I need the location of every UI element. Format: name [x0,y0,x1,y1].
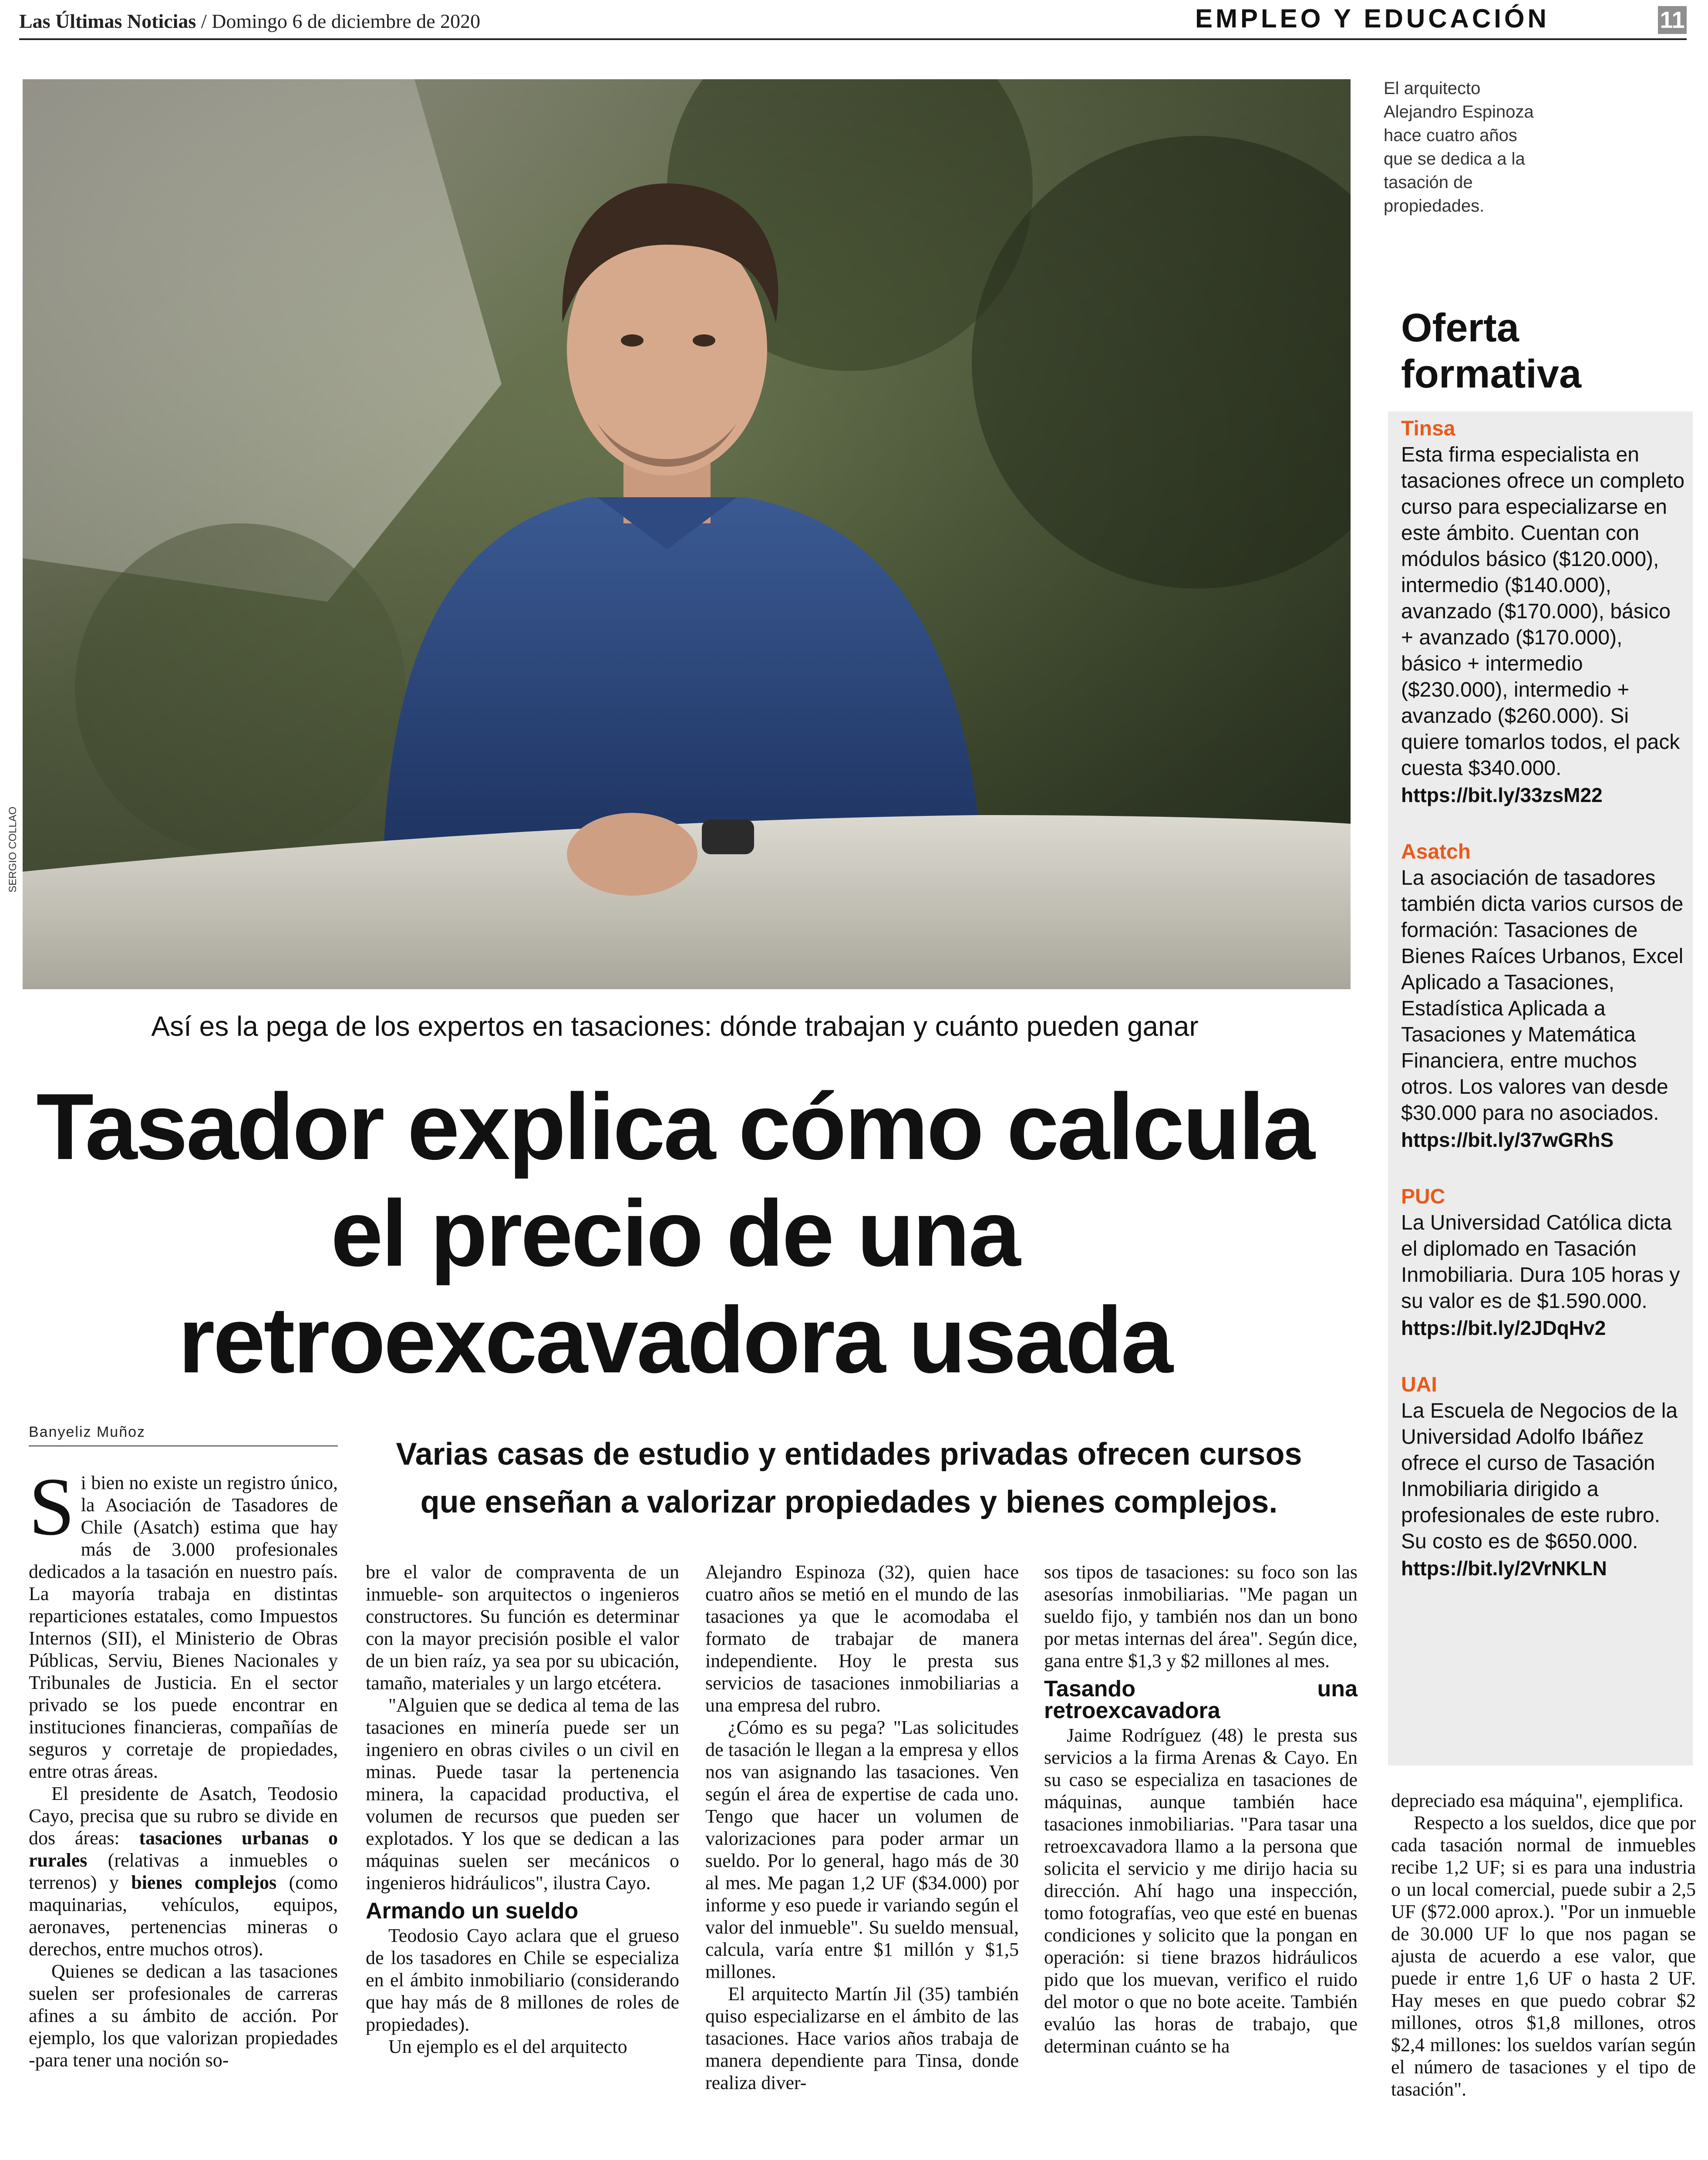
sidebar-item-text: La Universidad Católica dicta el diplomado en Tasación Inmobiliaria. Dura 105 horas y su valor es de $1.590.000. [1401,1211,1680,1313]
paragraph: depreciado esa máquina", ejemplifica. [1391,1790,1684,1811]
section-title: EMPLEO Y EDUCACIÓN [1195,4,1550,33]
paragraph-text: (como maquinarias, vehículos, equipos, aeronaves, pertenencias mineras o derechos, entre muchos otros). [29,1872,338,1960]
byline: Banyeliz Muñoz [29,1424,146,1440]
paragraph [29,1461,338,1783]
paragraph: Quienes se dedican a las tasaciones suelen ser profesionales de carreras afines a su ámbito de acción. Por ejemplo, los que valorizan propiedades -para tener una noción so- [29,1961,338,2071]
sidebar-item-puc [1401,1184,1688,1341]
headline-line-1: Tasador explica cómo calcula [36,1074,1314,1179]
article-column-4 [1044,1561,1358,2057]
sidebar-item-link[interactable]: https://bit.ly/37wGRhS [1401,1129,1614,1151]
sidebar-item-text: Esta firma especialista en tasaciones ofrece un completo curso para especializarse en este ámbito. Cuentan con módulos básico ($120.000), intermedio ($140.000), avanzado ($170.000), básico + avanzado ($170.000), básico + intermedio ($230.000), intermedio + avanzado ($260.000). Si quiere tomarlos todos, el pack cuesta $340.000. [1401,443,1685,780]
date-separator: / [201,10,212,32]
paragraph-text: El presidente de Asatch, Teodosio Cayo, precisa que su rubro se divide en dos áreas: [29,1783,338,1849]
deck-line-1: Varias casas de estudio y entidades privadas ofrecen cursos [396,1437,1302,1472]
bold-term: tasaciones urbanas o rurales [29,1827,338,1871]
drop-cap: S [29,1461,75,1553]
headline-line-2: el precio de una [330,1180,1019,1286]
article-column-2 [366,1561,679,2058]
kicker: Así es la pega de los expertos en tasaciones: dónde trabajan y cuánto pueden ganar [151,1011,1199,1042]
headline [0,1073,1350,1393]
bold-term: bienes complejos [131,1872,277,1893]
page-number: 11 [1658,6,1687,34]
sidebar-item-link[interactable]: https://bit.ly/33zsM22 [1401,784,1603,806]
paragraph: bre el valor de compraventa de un inmueble- son arquitectos o ingenieros constructores. Su función es determinar con la mayor precisión posible el valor de un bien raíz, ya sea por su ubicación, tamaño, materiales y un largo etcétera. [366,1561,679,1694]
article-column-3 [705,1561,1019,2094]
sidebar-item-text: La Escuela de Negocios de la Universidad Adolfo Ibáñez ofrece el curso de Tasación Inmobiliaria dirigido a profesionales de este rubro. Su costo es de $650.000. [1401,1399,1678,1553]
newspaper-name: Las Últimas Noticias [19,10,196,32]
paragraph: "Alguien que se dedica al tema de las tasaciones en minería puede ser un ingeniero en obras civiles o un civil en minas. Puede tasar la pertenencia minera, la capacidad productiva, el volumen de recursos que pueden ser explotados. Y los que se dedican a las máquinas suelen ser mecánicos o ingenieros hidráulicos", ilustra Cayo. [366,1695,679,1894]
deck-line-2: que enseñan a valorizar propiedades y bienes complejos. [420,1485,1278,1520]
paragraph: El arquitecto Martín Jil (35) también quiso especializarse en el ámbito de las tasaciones. Hace varios años trabaja de manera dependiente para Tinsa, donde realiza diver- [705,1983,1019,2093]
sidebar-item-tinsa [1401,416,1688,809]
subhead: Armando un sueldo [366,1898,579,1924]
sidebar-item-name: Tinsa [1401,417,1455,440]
sidebar-item-name: UAI [1401,1373,1437,1396]
sidebar-item-text: La asociación de tasadores también dicta varios cursos de formación: Tasaciones de Bienes Raíces Urbanos, Excel Aplicado a Tasaciones, Estadística Aplicada a Tasaciones y Matemática Financiera, entre muchos otros. Los valores van desde $30.000 para no asociados. [1401,866,1684,1125]
paragraph-text: i bien no existe un registro único, la Asociación de Tasadores de Chile (Asatch) estima que hay más de 3.000 profesionales dedicados a la tasación en nuestro país. La mayoría trabaja en distintas reparticiones estatales, como Impuestos Internos (SII), el Ministerio de Obras Públicas, Serviu, Bienes Nacionales y Tribunales de Justicia. En el sector privado se los puede encontrar en instituciones financieras, compañías de seguros y corretaje de propiedades, entre otras áreas. [29,1472,338,1782]
article-column-1 [29,1461,338,2071]
paragraph-text: (relativas a inmuebles o terrenos) y [29,1850,338,1893]
photo-caption: El arquitecto Alejandro Espinoza hace cuatro años que se dedica a la tasación de propiedades. [1384,79,1534,216]
masthead [19,10,480,33]
header-rule [19,38,1687,40]
paragraph: Jaime Rodríguez (48) le presta sus servicios a la firma Arenas & Cayo. En su caso se especializa en tasaciones de máquinas, aunque también hace tasaciones inmobiliarias. "Para tasar una retroexcavadora llamo a la persona que solicita el servicio y me dirijo hacia su dirección. Ahí hago una inspección, tomo fotografías, veo que esté en buenas condiciones y solicito que la pongan en operación: si tiene brazos hidráulicos pido que los muevan, verifico el ruido del motor o que no bote aceite. También evalúo las horas de trabajo, que determinan cuánto se ha [1044,1725,1358,2057]
portrait-photo [23,79,1351,989]
paragraph: Teodosio Cayo aclara que el grueso de los tasadores en Chile se especializa en el ámbito inmobiliario (considerando que hay más de 8 millones de roles de propiedades). [366,1925,679,2035]
headline-line-3: retroexcavadora usada [178,1287,1172,1392]
paragraph: Respecto a los sueldos, dice que por cada tasación normal de inmuebles recibe 1,2 UF; si es para una industria o un local comercial, puede subir a 2,5 UF ($72.000 aprox.). "Por un inmueble de 30.000 UF lo que nos pagan se ajusta de acuerdo a ese valor, que puede ir entre 1,6 UF o hasta 2 UF. Hay meses en que puedo cobrar $2 millones, otros $1,8 millones, otros $2,4 millones: los sueldos varían según el número de tasaciones y el tipo de tasación". [1391,1812,1696,2100]
sidebar-item-name: PUC [1401,1185,1445,1208]
portrait-illustration [23,79,1351,989]
article-column-5 [1391,1789,1696,2100]
paragraph: ¿Cómo es su pega? "Las solicitudes de tasación le llegan a la empresa y ellos nos van asignando las tasaciones. Ven según el área de expertise de cada uno. Tengo que hacer un volumen de valorizaciones para poder armar un sueldo. Por lo general, hago más de 30 al mes. Me pagan 1,2 UF ($34.000) por informe y eso puede ir variando según el valor del inmueble". Su sueldo mensual, calcula, varía entre $1 millón y $1,5 millones. [705,1717,1019,1982]
photo-credit: SERGIO COLLAO [7,806,19,893]
sidebar-item-asatch [1401,839,1688,1153]
paragraph: Un ejemplo es el del arquitecto [388,2036,627,2057]
paragraph [29,1783,338,1960]
sidebar-title: Oferta formativa [1401,306,1582,396]
paragraph: Alejandro Espinoza (32), quien hace cuatro años se metió en el mundo de las tasaciones ya que le acomodaba el formato de trabajar de manera independiente. Hoy le presta sus servicios de tasaciones inmobiliarias a una empresa del rubro. [705,1561,1019,1716]
publication-date: Domingo 6 de diciembre de 2020 [212,10,481,32]
deck [348,1430,1350,1526]
paragraph: sos tipos de tasaciones: su foco son las asesorías inmobiliarias. "Me pagan un sueldo fijo, y también nos dan un bono por metas internas del área". Según dice, gana entre $1,3 y $2 millones al mes. [1044,1561,1358,1671]
sidebar-item-link[interactable]: https://bit.ly/2JDqHv2 [1401,1317,1606,1339]
sidebar-content [1401,416,1688,1612]
sidebar-item-name: Asatch [1401,840,1471,863]
sidebar-item-uai [1401,1372,1688,1582]
subhead: Tasando una retroexcavadora [1044,1676,1358,1723]
sidebar-item-link[interactable]: https://bit.ly/2VrNKLN [1401,1557,1607,1580]
